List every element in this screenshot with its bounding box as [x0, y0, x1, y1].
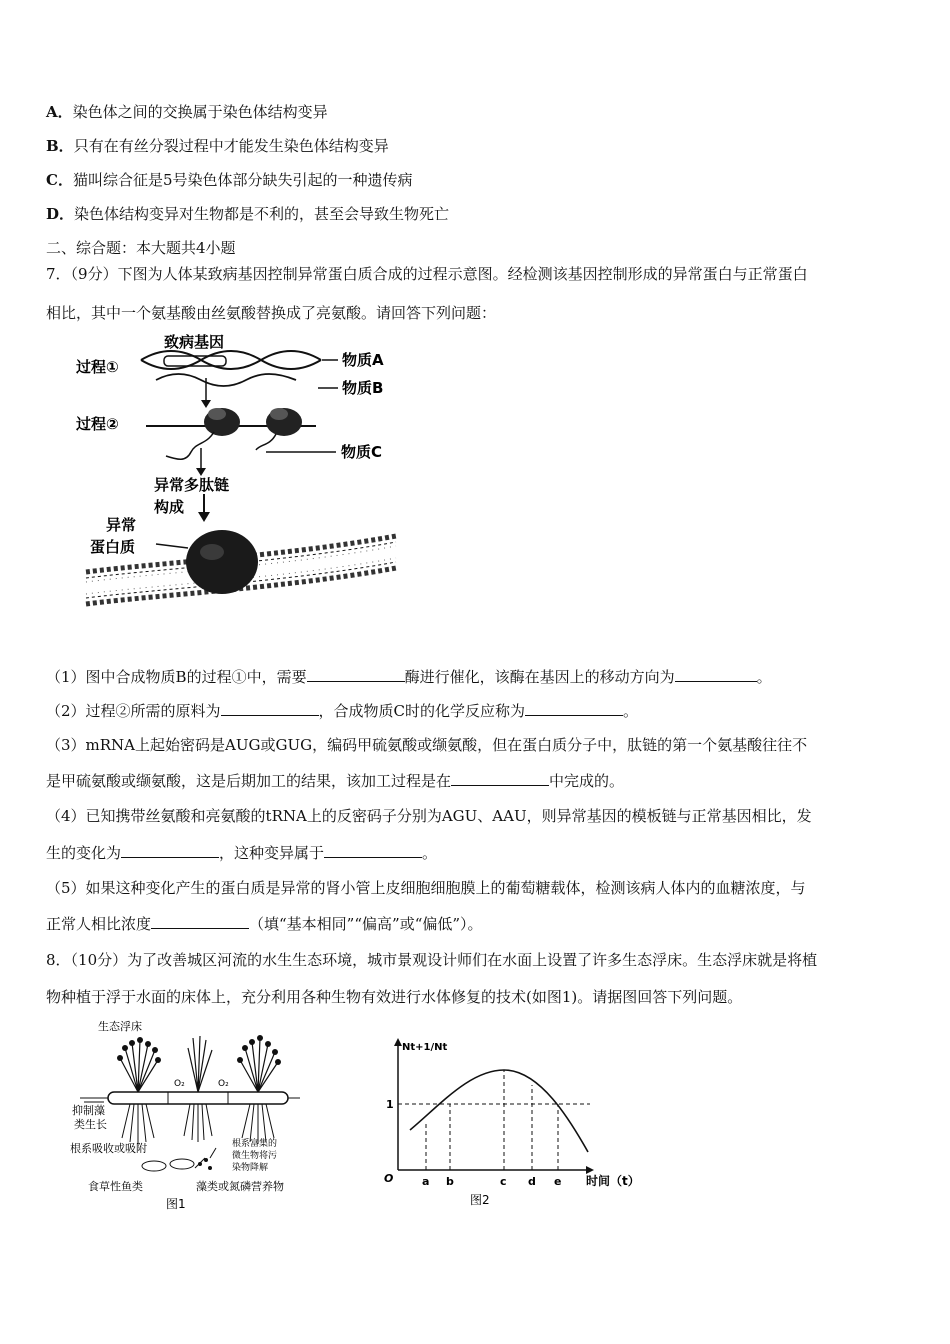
- label-process1: 过程①: [76, 358, 119, 376]
- q8-figure2-chart: [380, 1030, 650, 1210]
- option-d: D．染色体结构变异对生物都是不利的，甚至会导致生物死亡: [46, 205, 450, 223]
- growth-ratio-curve: [410, 1070, 588, 1152]
- x-axis-label: 时间（t）: [586, 1174, 640, 1188]
- q7-gene-expression-figure: [46, 330, 404, 640]
- fig2-caption: 图2: [470, 1193, 490, 1207]
- q7-sub3-line2: 是甲硫氨酸或缬氨酸，这是后期加工的结果，该加工过程是在 中完成的。: [46, 772, 625, 790]
- fig1-inhibit-label-2: 类生长: [74, 1118, 107, 1131]
- label-substance-b: 物质B: [342, 379, 384, 397]
- x-tick-b: b: [446, 1175, 454, 1188]
- fig1-algae-label: 藻类或氮磷营养物: [196, 1180, 284, 1193]
- fig1-micro-label-3: 染物降解: [232, 1163, 269, 1173]
- x-tick-a: a: [422, 1175, 430, 1188]
- fig1-bed-label: 生态浮床: [98, 1020, 142, 1033]
- q7-stem-line2: 相比，其中一个氨基酸由丝氨酸替换成了亮氨酸。请回答下列问题：: [46, 304, 497, 322]
- label-polypeptide: 异常多肽链: [154, 476, 230, 494]
- fig1-absorb-label: 根系吸收或吸附: [70, 1142, 147, 1155]
- fig1-o2-label-2: O₂: [218, 1079, 229, 1089]
- y-tick-1: 1: [386, 1098, 394, 1111]
- q7-sub4-line1: （4）已知携带丝氨酸和亮氨酸的tRNA上的反密码子分别为AGU、AAU，则异常基因的模板链与正常基因相比，发: [46, 807, 812, 825]
- x-tick-d: d: [528, 1175, 536, 1188]
- label-abnormal2: 蛋白质: [90, 538, 136, 556]
- y-axis-label: Nt+1/Nt: [402, 1042, 448, 1053]
- q7-sub1: （1）图中合成物质B的过程①中，需要 酶进行催化，该酶在基因上的移动方向为 。: [46, 668, 772, 686]
- option-c: C．猫叫综合征是5号染色体部分缺失引起的一种遗传病: [46, 171, 413, 189]
- section-heading: 二、综合题：本大题共4小题: [46, 239, 236, 257]
- fig1-caption: 图1: [166, 1197, 186, 1211]
- q8-figure1-floating-bed: [70, 1018, 320, 1214]
- fig1-o2-label-1: O₂: [174, 1079, 185, 1089]
- fig1-fish-label: 食草性鱼类: [88, 1180, 143, 1193]
- q7-sub4-line2: 生的变化为 ，这种变异属于 。: [46, 844, 438, 862]
- fig1-micro-label-1: 根系富集的: [232, 1139, 278, 1149]
- q8-stem-line2: 物种植于浮于水面的床体上，充分利用各种生物有效进行水体修复的技术(如图1)。请据图回答下列问题。: [46, 988, 743, 1006]
- q7-sub5-line2: 正常人相比浓度 （填“基本相同”“偏高”或“偏低”）。: [46, 915, 483, 933]
- label-substance-a: 物质A: [342, 351, 384, 369]
- q7-sub3-line1: （3）mRNA上起始密码是AUG或GUG，编码甲硫氨酸或缬氨酸，但在蛋白质分子中，肽链的第一个氨基酸往往不: [46, 736, 808, 754]
- option-a: A．染色体之间的交换属于染色体结构变异: [46, 103, 328, 121]
- q7-stem-line1: 7．（9分）下图为人体某致病基因控制异常蛋白质合成的过程示意图。经检测该基因控制形成的异常蛋白与正常蛋白: [46, 265, 808, 283]
- x-tick-e: e: [554, 1175, 562, 1188]
- label-gene: 致病基因: [164, 333, 225, 351]
- x-tick-c: c: [500, 1175, 507, 1188]
- label-abnormal1: 异常: [106, 516, 137, 534]
- q7-sub5-line1: （5）如果这种变化产生的蛋白质是异常的肾小管上皮细胞细胞膜上的葡萄糖载体，检测该病人体内的血糖浓度，与: [46, 879, 806, 897]
- origin-label: O: [384, 1172, 394, 1185]
- fig1-micro-label-2: 微生物将污: [232, 1151, 278, 1161]
- label-process2: 过程②: [76, 415, 119, 433]
- q8-stem-line1: 8．（10分）为了改善城区河流的水生生态环境，城市景观设计师们在水面上设置了许多生态浮床。生态浮床就是将植: [46, 951, 818, 969]
- abnormal-protein-blob: [186, 530, 258, 594]
- q7-sub2: （2）过程②所需的原料为 ，合成物质C时的化学反应称为 。: [46, 702, 639, 720]
- option-b: B．只有在有丝分裂过程中才能发生染色体结构变异: [46, 137, 389, 155]
- label-compose: 构成: [154, 498, 185, 516]
- label-substance-c: 物质C: [341, 443, 383, 461]
- fig1-inhibit-label-1: 抑制藻: [72, 1104, 105, 1117]
